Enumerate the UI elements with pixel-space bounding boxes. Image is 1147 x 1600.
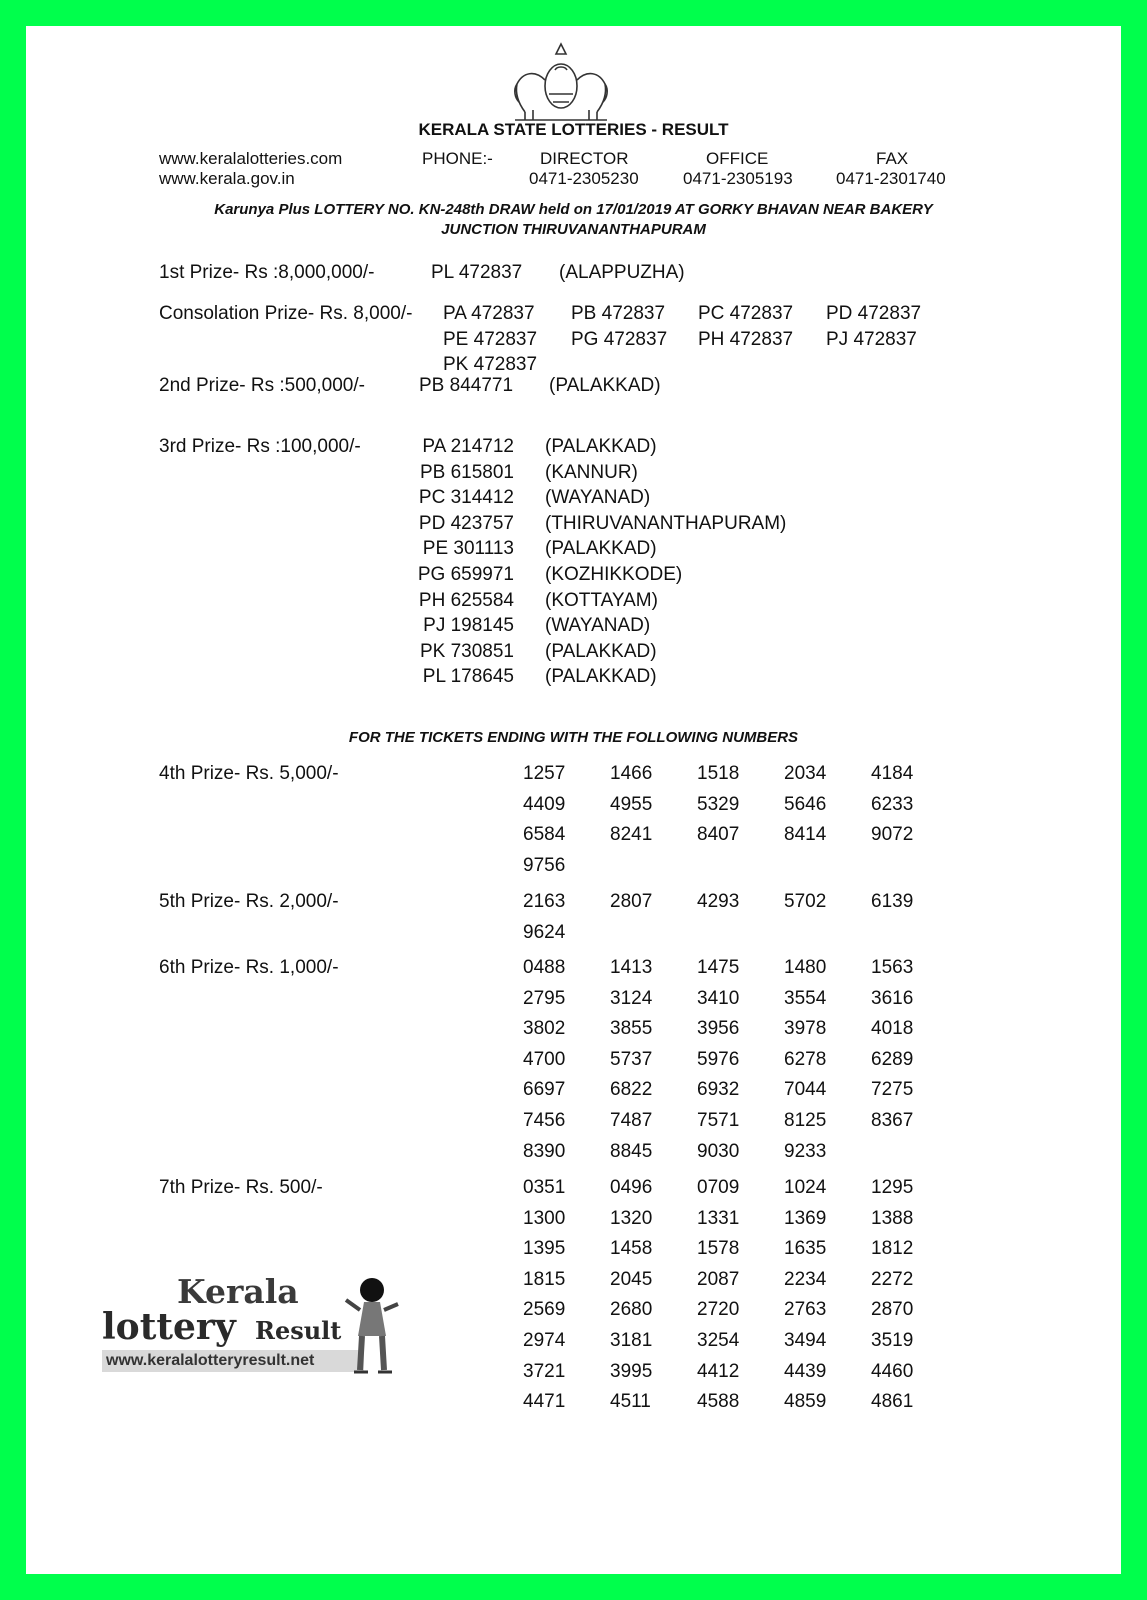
sixth-prize-number: 8390: [523, 1140, 566, 1162]
sixth-prize-number: 5737: [610, 1048, 653, 1070]
third-prize-place: (PALAKKAD): [545, 538, 657, 560]
seventh-prize-number: 0351: [523, 1177, 566, 1198]
first-prize-place: (ALAPPUZHA): [559, 262, 685, 283]
consolation-ticket: PB 472837: [571, 303, 666, 324]
seventh-prize-number: 1320: [610, 1207, 653, 1229]
seventh-prize-number: 1458: [610, 1238, 653, 1260]
sixth-prize-number: 4018: [871, 1018, 914, 1040]
third-prize-place: (WAYANAD): [545, 487, 651, 509]
office-phone: 0471-2305193: [683, 169, 793, 188]
kerala-emblem-icon: [509, 40, 613, 124]
fax-number: 0471-2301740: [836, 169, 946, 188]
sixth-prize-number: 3802: [523, 1018, 566, 1040]
sixth-prize-number: 6278: [784, 1048, 827, 1070]
seventh-prize-number: 3519: [871, 1330, 914, 1351]
seventh-prize-number: 1295: [871, 1177, 914, 1198]
fourth-prize-number: 1518: [697, 763, 740, 784]
sixth-prize-number: 8367: [871, 1110, 914, 1131]
website-link[interactable]: www.kerala.gov.in: [159, 169, 295, 188]
sixth-prize-number: 8845: [610, 1140, 653, 1162]
consolation-ticket: PG 472837: [571, 328, 668, 350]
third-prize-ticket: PD 423757: [418, 512, 514, 534]
fourth-prize-number: 2034: [784, 763, 827, 784]
seventh-prize-label: 7th Prize- Rs. 500/-: [159, 1177, 323, 1198]
sixth-prize-number: 1480: [784, 957, 827, 978]
kerala-lottery-result-logo: [102, 1272, 442, 1392]
office-label: OFFICE: [706, 149, 769, 168]
seventh-prize-number: 4588: [697, 1391, 740, 1413]
seventh-prize-number: 4471: [523, 1391, 566, 1413]
consolation-prize-label: Consolation Prize- Rs. 8,000/-: [159, 303, 413, 324]
mascot-figure-icon: [338, 1276, 408, 1376]
third-prize-place: (PALAKKAD): [545, 666, 657, 688]
consolation-ticket: PD 472837: [826, 303, 922, 324]
result-sheet: [26, 26, 1121, 1574]
fourth-prize-number: 5646: [784, 793, 827, 815]
sixth-prize-number: 3978: [784, 1018, 827, 1040]
third-prize-ticket: PG 659971: [417, 564, 514, 585]
seventh-prize-number: 1024: [784, 1177, 827, 1198]
seventh-prize-number: 3995: [610, 1360, 653, 1382]
draw-venue: JUNCTION THIRUVANANTHAPURAM: [441, 221, 706, 238]
sixth-prize-number: 1413: [610, 957, 653, 978]
consolation-ticket: PH 472837: [698, 328, 794, 350]
consolation-ticket: PC 472837: [698, 303, 794, 324]
fourth-prize-number: 8407: [697, 824, 740, 846]
sixth-prize-number: 7571: [697, 1110, 740, 1131]
fifth-prize-number: 6139: [871, 891, 914, 912]
second-prize-place: (PALAKKAD): [549, 375, 661, 396]
seventh-prize-number: 1300: [523, 1207, 566, 1229]
seventh-prize-number: 2870: [871, 1299, 914, 1321]
sixth-prize-number: 2795: [523, 987, 566, 1009]
seventh-prize-number: 2763: [784, 1299, 827, 1321]
sixth-prize-number: 6697: [523, 1079, 566, 1101]
third-prize-label: 3rd Prize- Rs :100,000/-: [159, 436, 361, 457]
fourth-prize-number: 4184: [871, 763, 914, 784]
seventh-prize-number: 1388: [871, 1207, 914, 1229]
first-prize-ticket: PL 472837: [431, 262, 523, 283]
sixth-prize-number: 6932: [697, 1079, 740, 1101]
seventh-prize-number: 2680: [610, 1299, 653, 1321]
sixth-prize-number: 7456: [523, 1110, 566, 1131]
fourth-prize-number: 9756: [523, 854, 566, 876]
fifth-prize-number: 5702: [784, 891, 827, 912]
sixth-prize-number: 5976: [697, 1048, 740, 1070]
seventh-prize-number: 3181: [610, 1330, 653, 1351]
seventh-prize-number: 2087: [697, 1268, 740, 1290]
seventh-prize-number: 4861: [871, 1391, 914, 1413]
sixth-prize-label: 6th Prize- Rs. 1,000/-: [159, 957, 339, 978]
third-prize-ticket: PC 314412: [418, 487, 514, 509]
sixth-prize-number: 6289: [871, 1048, 914, 1070]
seventh-prize-number: 1812: [871, 1238, 914, 1260]
seventh-prize-number: 0709: [697, 1177, 740, 1198]
page-title: KERALA STATE LOTTERIES - RESULT: [418, 120, 729, 139]
sixth-prize-number: 3855: [610, 1018, 653, 1040]
consolation-ticket: PA 472837: [443, 303, 535, 324]
sixth-prize-number: 4700: [523, 1048, 566, 1070]
third-prize-ticket: PL 178645: [422, 666, 514, 688]
sixth-prize-number: 3616: [871, 987, 914, 1009]
fourth-prize-number: 6584: [523, 824, 566, 846]
seventh-prize-number: 1635: [784, 1238, 827, 1260]
fifth-prize-number: 2807: [610, 891, 653, 912]
third-prize-ticket: PA 214712: [422, 436, 514, 457]
fourth-prize-number: 1257: [523, 763, 566, 784]
seventh-prize-number: 2974: [523, 1330, 566, 1351]
third-prize-place: (KOTTAYAM): [545, 589, 658, 611]
seventh-prize-number: 2045: [610, 1268, 653, 1290]
third-prize-place: (THIRUVANANTHAPURAM): [545, 512, 787, 534]
logo-word: Kerala: [177, 1272, 299, 1311]
seventh-prize-number: 1331: [697, 1207, 740, 1229]
third-prize-ticket: PB 615801: [419, 461, 514, 483]
first-prize-label: 1st Prize- Rs :8,000,000/-: [159, 262, 375, 283]
second-prize-ticket: PB 844771: [419, 375, 514, 396]
director-label: DIRECTOR: [540, 149, 629, 168]
sixth-prize-number: 0488: [523, 957, 566, 978]
third-prize-ticket: PH 625584: [418, 589, 514, 611]
seventh-prize-number: 2720: [697, 1299, 740, 1321]
website-link[interactable]: www.keralalotteries.com: [159, 149, 343, 168]
third-prize-place: (PALAKKAD): [545, 640, 657, 662]
seventh-prize-number: 2234: [784, 1268, 827, 1290]
third-prize-ticket: PE 301113: [422, 538, 514, 560]
seventh-prize-number: 0496: [610, 1177, 653, 1198]
fifth-prize-number: 2163: [523, 891, 566, 912]
logo-word: Result: [255, 1316, 342, 1345]
seventh-prize-number: 4859: [784, 1391, 827, 1413]
fourth-prize-number: 8414: [784, 824, 827, 846]
seventh-prize-number: 1815: [523, 1268, 566, 1290]
third-prize-ticket: PJ 198145: [423, 615, 514, 637]
consolation-ticket: PE 472837: [443, 328, 538, 350]
phone-label: PHONE:-: [422, 149, 493, 168]
third-prize-place: (WAYANAD): [545, 615, 651, 637]
sixth-prize-number: 7044: [784, 1079, 827, 1101]
fourth-prize-number: 4409: [523, 793, 566, 815]
seventh-prize-number: 4460: [871, 1360, 914, 1382]
seventh-prize-number: 3254: [697, 1330, 740, 1351]
sixth-prize-number: 3124: [610, 987, 653, 1009]
fifth-prize-number: 4293: [697, 891, 740, 912]
logo-url: www.keralalotteryresult.net: [102, 1350, 364, 1372]
sixth-prize-number: 6822: [610, 1079, 653, 1101]
fourth-prize-label: 4th Prize- Rs. 5,000/-: [159, 763, 339, 784]
logo-word: lottery: [102, 1306, 236, 1348]
sixth-prize-number: 3410: [697, 987, 740, 1009]
sixth-prize-number: 7275: [871, 1079, 914, 1101]
seventh-prize-number: 1369: [784, 1207, 827, 1229]
seventh-prize-number: 1578: [697, 1238, 740, 1260]
sixth-prize-number: 8125: [784, 1110, 827, 1131]
fourth-prize-number: 8241: [610, 824, 653, 846]
fourth-prize-number: 6233: [871, 793, 914, 815]
seventh-prize-number: 4439: [784, 1360, 827, 1382]
draw-details: Karunya Plus LOTTERY NO. KN-248th DRAW held on 17/01/2019 AT GORKY BHAVAN NEAR BAKERY: [214, 201, 933, 218]
sixth-prize-number: 1475: [697, 957, 740, 978]
consolation-ticket: PK 472837: [443, 354, 538, 375]
fourth-prize-number: 5329: [697, 793, 740, 815]
fourth-prize-number: 1466: [610, 763, 653, 784]
seventh-prize-number: 3494: [784, 1330, 827, 1351]
sixth-prize-number: 1563: [871, 957, 914, 978]
fifth-prize-number: 9624: [523, 921, 566, 943]
third-prize-place: (KOZHIKKODE): [545, 564, 683, 585]
seventh-prize-number: 3721: [523, 1360, 566, 1382]
third-prize-ticket: PK 730851: [419, 640, 514, 662]
second-prize-label: 2nd Prize- Rs :500,000/-: [159, 375, 365, 396]
director-phone: 0471-2305230: [529, 169, 639, 188]
ending-numbers-heading: FOR THE TICKETS ENDING WITH THE FOLLOWING NUMBERS: [348, 729, 799, 746]
third-prize-place: (KANNUR): [545, 461, 638, 483]
seventh-prize-number: 1395: [523, 1238, 566, 1260]
seventh-prize-number: 2569: [523, 1299, 566, 1321]
fourth-prize-number: 9072: [871, 824, 914, 846]
sixth-prize-number: 9030: [697, 1140, 740, 1162]
seventh-prize-number: 4412: [697, 1360, 740, 1382]
consolation-ticket: PJ 472837: [826, 328, 917, 350]
sixth-prize-number: 3956: [697, 1018, 740, 1040]
fifth-prize-label: 5th Prize- Rs. 2,000/-: [159, 891, 339, 912]
seventh-prize-number: 4511: [610, 1391, 651, 1413]
third-prize-place: (PALAKKAD): [545, 436, 657, 457]
seventh-prize-number: 2272: [871, 1268, 914, 1290]
fourth-prize-number: 4955: [610, 793, 653, 815]
fax-label: FAX: [876, 149, 909, 168]
sixth-prize-number: 7487: [610, 1110, 653, 1131]
sixth-prize-number: 3554: [784, 987, 827, 1009]
sixth-prize-number: 9233: [784, 1140, 827, 1162]
